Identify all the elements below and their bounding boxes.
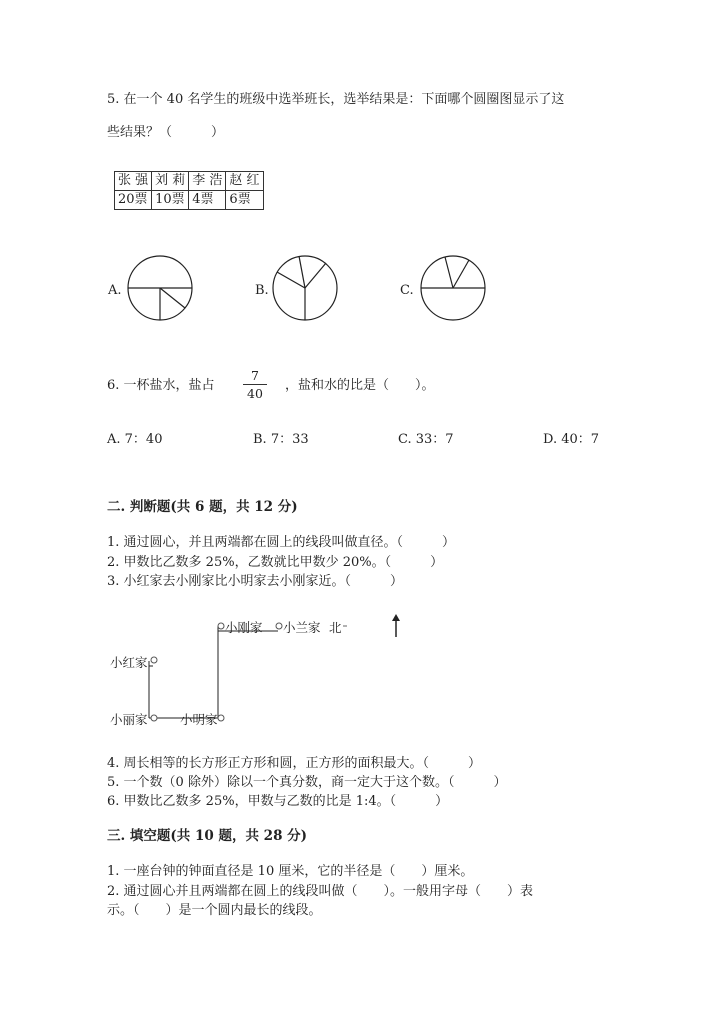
xiaoming-point xyxy=(218,715,224,721)
map-label-xiaoli: 小丽家 xyxy=(110,712,148,727)
fill-item: 1. 一座台钟的钟面直径是 10 厘米，它的半径是（ ）厘米。 xyxy=(107,864,474,879)
judge-item: 1. 通过圆心，并且两端都在圆上的线段叫做直径。（ ） xyxy=(107,535,456,550)
map-label-xiaohong: 小红家 xyxy=(110,655,148,670)
vote-table-cell: 20票 xyxy=(115,191,152,210)
q5-text-line2: 些结果？（ ） xyxy=(107,125,225,140)
map-label-xiaogang: 小刚家 xyxy=(225,620,263,635)
q6-option-c: C. 33：7 xyxy=(398,432,454,447)
xiaoli-point xyxy=(151,715,157,721)
vote-table-header: 赵 红 xyxy=(226,172,263,191)
vote-table-header: 李 浩 xyxy=(189,172,226,191)
map-label-xiaoming: 小明家 xyxy=(180,712,218,727)
xiaohong-point xyxy=(151,657,157,663)
vote-table-cell: 6票 xyxy=(226,191,263,210)
section2-title: 二. 判断题(共 6 题，共 12 分) xyxy=(107,499,298,515)
q5-option-c-label: C. xyxy=(400,283,414,298)
vote-table-cell: 4票 xyxy=(189,191,226,210)
q6-option-a: A. 7：40 xyxy=(107,432,163,447)
judge-item: 2. 甲数比乙数多 25%，乙数就比甲数少 20%。（ ） xyxy=(107,555,444,570)
vote-table-header: 刘 莉 xyxy=(152,172,189,191)
fill-item: 2. 通过圆心并且两端都在圆上的线段叫做（ ）。一般用字母（ ）表 xyxy=(107,884,534,899)
vote-table-cell: 10票 xyxy=(152,191,189,210)
north-arrow-head-icon xyxy=(392,614,400,621)
vote-table-header: 张 强 xyxy=(115,172,152,191)
judge-item: 6. 甲数比乙数多 25%，甲数与乙数的比是 1:4。（ ） xyxy=(107,794,449,809)
q6-option-b: B. 7：33 xyxy=(253,432,309,447)
xiaogang-point xyxy=(218,623,224,629)
q6-suffix: ，盐和水的比是（ ）。 xyxy=(285,378,435,393)
map-label-xiaolan: 小兰家 xyxy=(283,620,321,635)
q5-option-a-label: A. xyxy=(108,283,122,298)
q6-prefix: 6. 一杯盐水，盐占 xyxy=(107,378,215,393)
xiaolan-point xyxy=(276,623,282,629)
q5-option-b-label: B. xyxy=(255,283,269,298)
map-label-north: 北 xyxy=(329,620,342,635)
q6-option-d: D. 40：7 xyxy=(543,432,600,447)
judge-item: 3. 小红家去小刚家比小明家去小刚家近。（ ） xyxy=(107,574,404,589)
q5-text-line1: 5. 在一个 40 名学生的班级中选举班长，选举结果是：下面哪个圆圈图显示了这 xyxy=(107,92,565,107)
judge-item: 5. 一个数（0 除外）除以一个真分数，商一定大于这个数。（ ） xyxy=(107,775,507,790)
fraction-numerator: 7 xyxy=(251,368,259,383)
judge-item: 4. 周长相等的长方形正方形和圆，正方形的面积最大。（ ） xyxy=(107,756,482,771)
section3-title: 三. 填空题(共 10 题，共 28 分) xyxy=(107,828,308,844)
fill-item: 示。（ ）是一个圆内最长的线段。 xyxy=(107,903,322,918)
fraction-denominator: 40 xyxy=(247,386,263,401)
